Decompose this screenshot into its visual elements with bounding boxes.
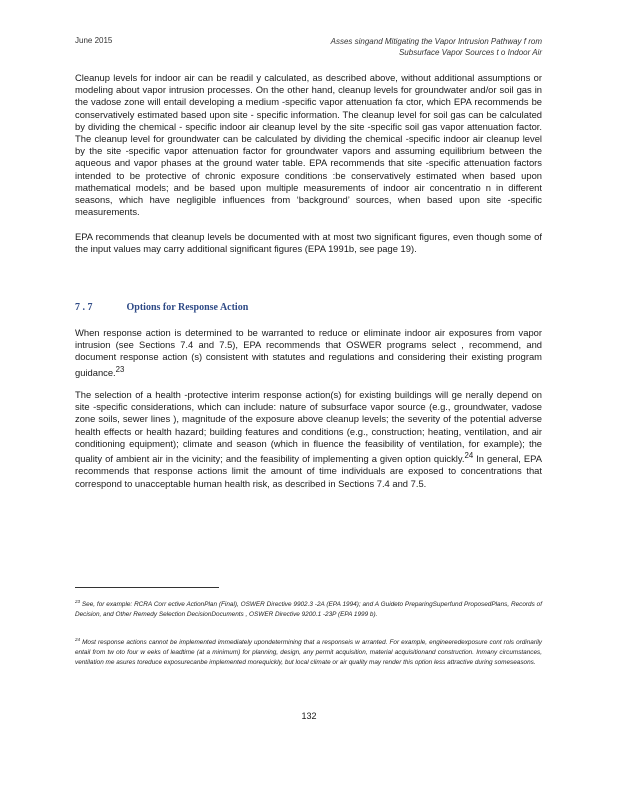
page-number: 132 [301, 711, 317, 721]
header-date: June 2015 [75, 36, 113, 45]
paragraph-interim-response-text: The selection of a health -protective interim response action(s) for existing buildings will ge nerally depend on site -specific considerations, which can include: nature of subsurface vapor source (e.g., groundwater, vadose zone soils, sewer lines ), magnitude of the exposure above cleanup levels; the severity of the potential adverse health effects or health hazard; building features and conditions (e.g., construction; heating, ventilation, and air conditioning equipment); climate and season (which in fluence the feasibility of ventilation, for example); the quality of ambient air in the vicinity; and the feasibility of implementing a given option quickly. [75, 389, 542, 465]
section-heading [75, 302, 282, 313]
footnote-text: Most response actions cannot be implemented immediately upondetermining that a responseis w arranted. For example, engineeredexposure cont rols ordinarily entail from tw oto four w eeks of leadtime (at a minimum) for planning, design, any permit acquisition, material acquisitionand construction. Inmany circumstances, ventilation me asures toreduce exposurecanbe implemented morequickly, but local climate or air quality may render this option less attractive during someseasons. [75, 639, 542, 666]
footnote-23 [75, 600, 542, 620]
footnote-divider [75, 587, 219, 588]
section-title: Options for Response Action [126, 302, 249, 313]
section-number: 7 . 7 [75, 302, 93, 313]
body-text [75, 72, 542, 267]
paragraph-interim-response [75, 389, 542, 490]
paragraph-cleanup-levels: Cleanup levels for indoor air can be readil y calculated, as described above, without additional assumptions or modeling about vapor intrusion processes. On the other hand, cleanup levels for groundwater and/or soil gas in the vadose zone will entail developing a medium -specific vapor attenuation fa ctor, which EPA recommends be conservatively estimated based upon site - specific information. The cleanup level for soil gas can be calculated by dividing the chemical - specific indoor air cleanup level by the site -specific soil gas vapor attenuation factor. The cleanup level for groundwater can be calculated by dividing the chemical -specific indoor air cleanup level by the site -specific vapor attenuation factor for groundwater vapors and assuming equilibrium between the aqueous and vapor phases at the ground water table. EPA recommends that site -specific attenuation factors intended to be protective of chronic exposure conditions :be conservatively estimated when based upon mathematical models; and be based upon multiple measurements of indoor air concentratio n in different seasons, which have negligible influences from ‘background’ sources, when based upon site -specific measurements. [75, 72, 542, 218]
footnote-number: 23 [75, 598, 81, 604]
footnote-ref-24: 24 [464, 451, 474, 461]
header-document-title: Asses singand Mitigating the Vapor Intrusion Pathway f rom Subsurface Vapor Sources t o Indoor Air [330, 37, 542, 57]
footnote-ref-23: 23 [115, 364, 125, 374]
footnote-number: 24 [75, 636, 81, 642]
paragraph-response-action-text: When response action is determined to be warranted to reduce or eliminate indoor air exposures from vapor intrusion (see Sections 7.4 and 7.5), EPA recommends that OSWER programs select , recommend, and document response action (s) consistent with statutes and regulations and considering their existing program guidance. [75, 327, 542, 378]
footnote-24 [75, 638, 542, 668]
footnote-text: See, for example: RCRA Corr ective ActionPlan (Final), OSWER Directive 9902.3 -2A (EPA 1994); and A Guideto PreparingSuperfund ProposedPlans, Records of Decision, and Other Remedy Selection DecisionDocuments , OSWER Directive 9200.1 -23P (EPA 1999 b). [75, 601, 543, 618]
paragraph-response-action [75, 327, 542, 379]
paragraph-significant-figures: EPA recommends that cleanup levels be documented with at most two significant figures, even though some of the input values may carry additional significant figures (EPA 1991b, see page 19). [75, 230, 542, 254]
paragraph-interim-response-tail: In general, EPA recommends that response actions limit the amount of time individuals are exposed to concentrations that correspond to unacceptable human health risk, as described in Sections 7.4 and 7.5. [75, 453, 542, 489]
